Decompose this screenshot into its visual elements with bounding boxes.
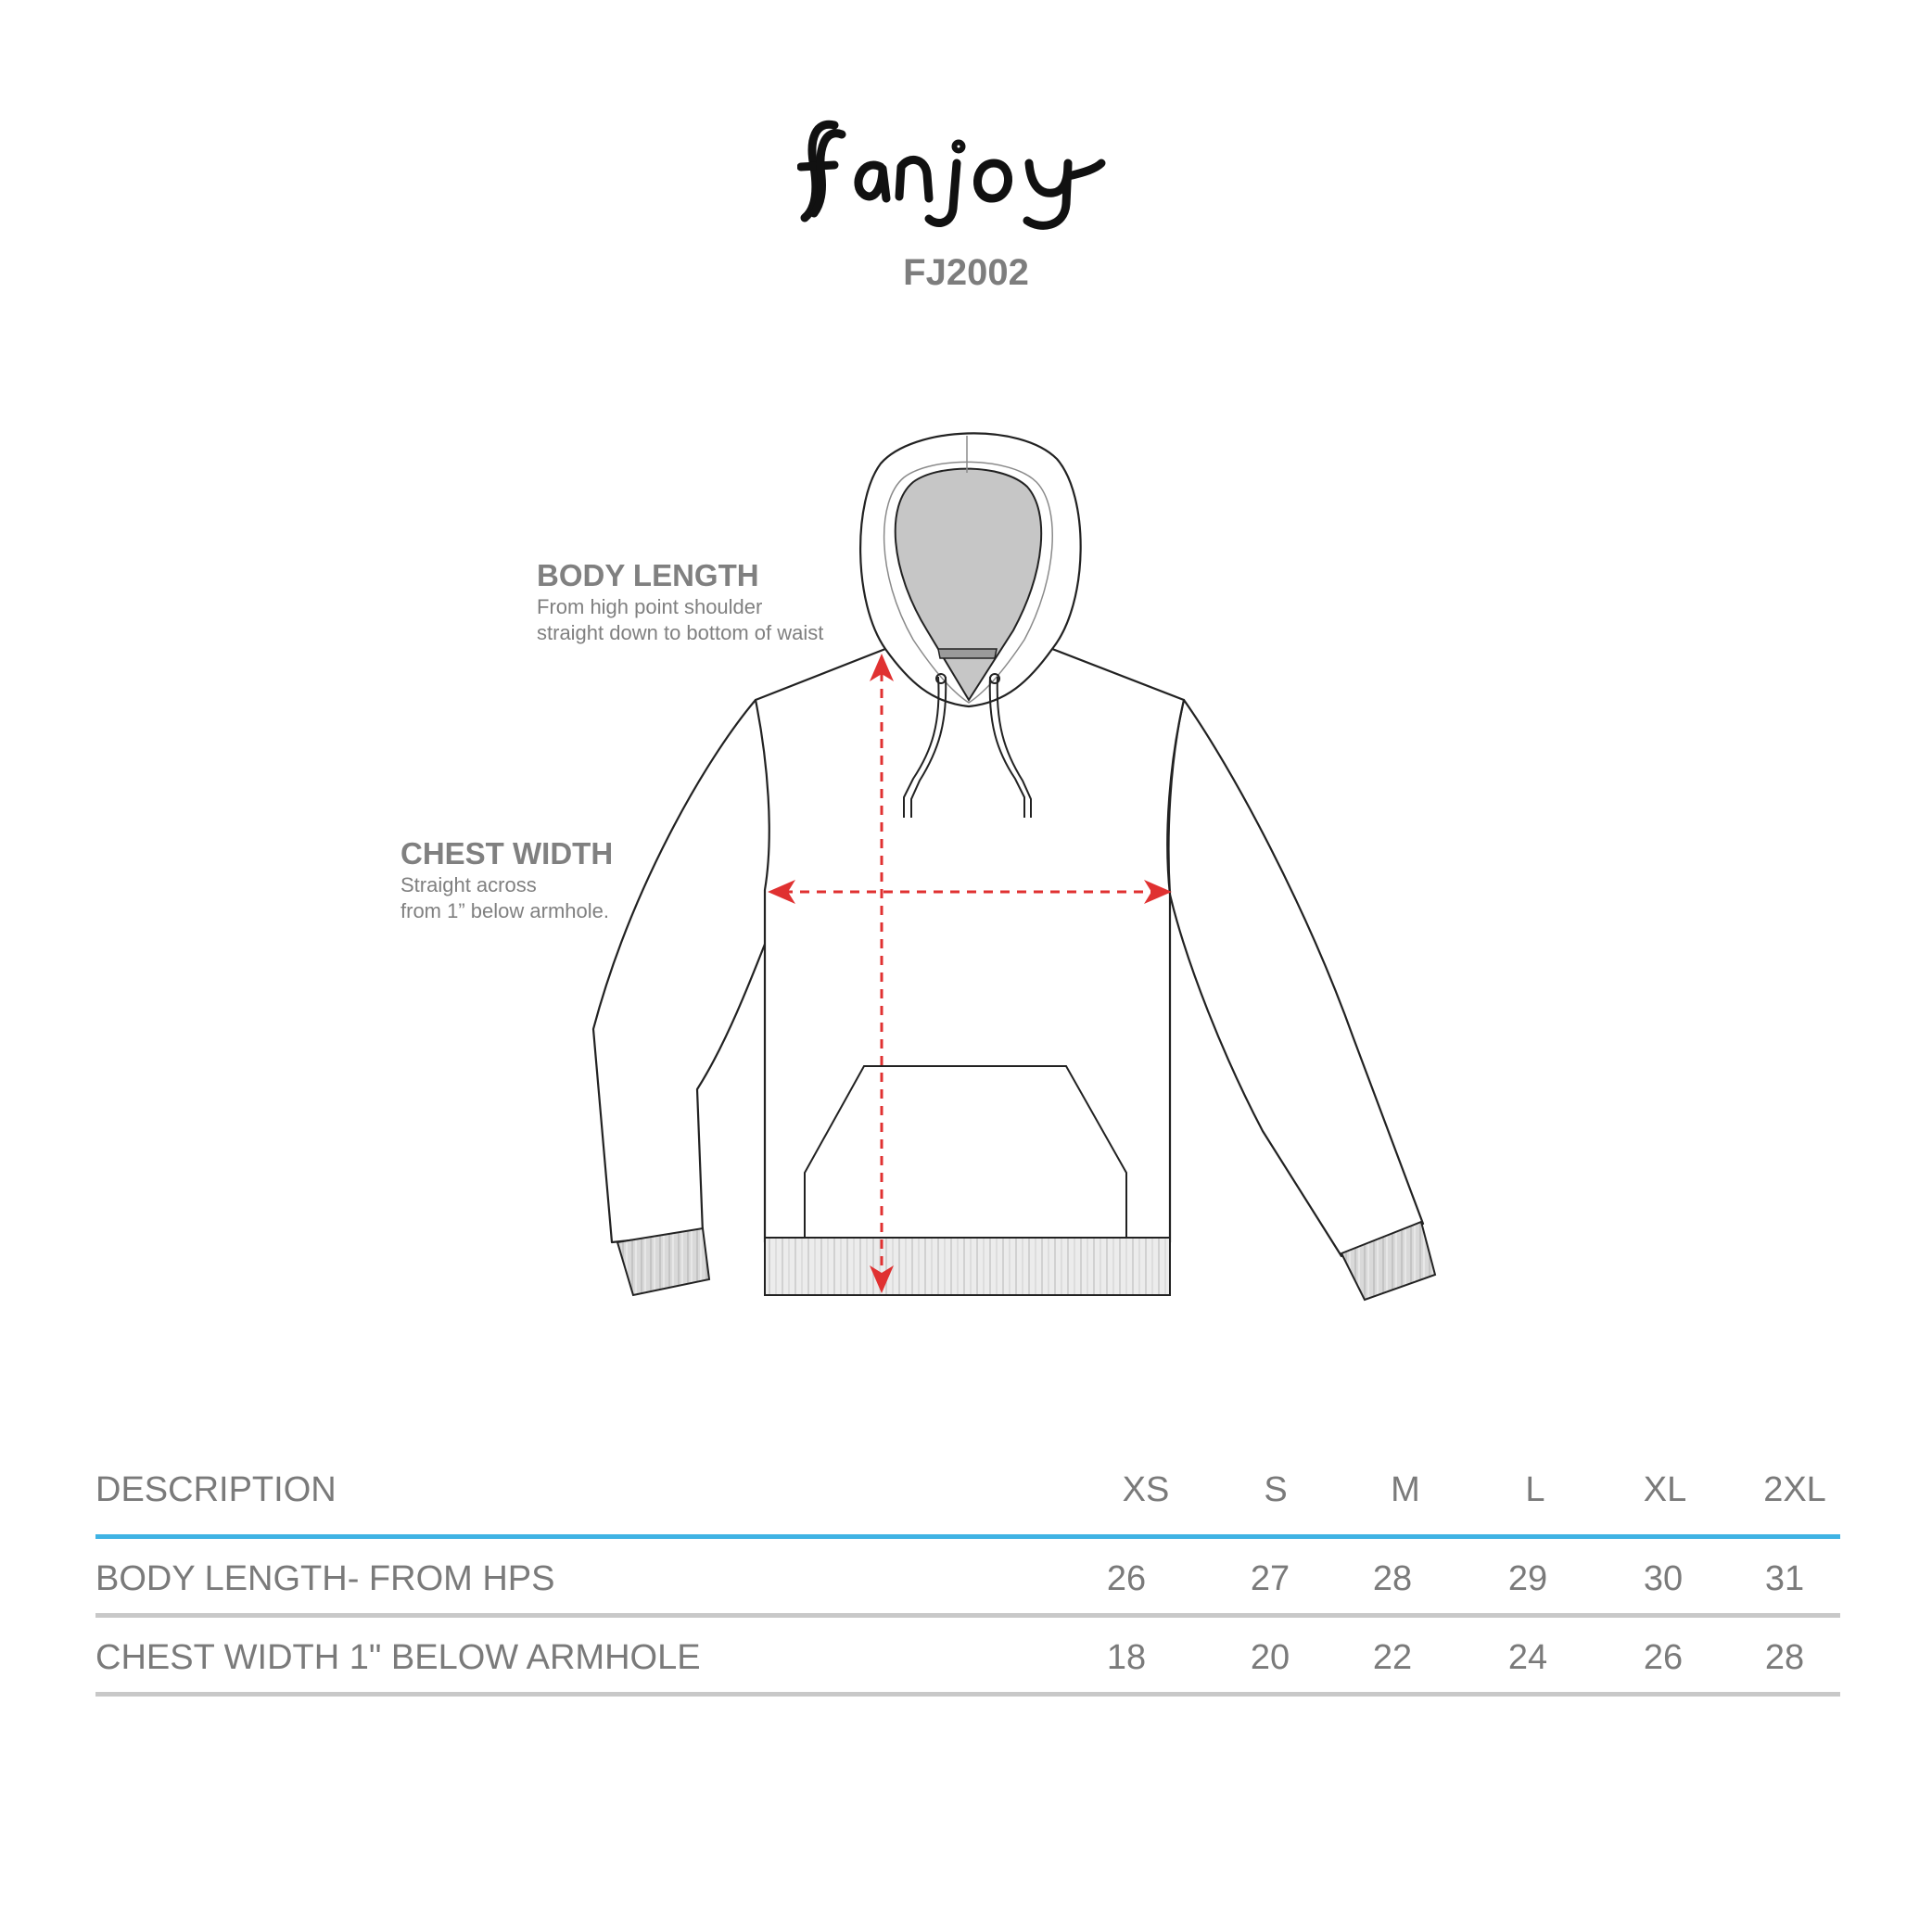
header-size-xs: XS: [1122, 1470, 1170, 1509]
cell-chest-s: 20: [1250, 1638, 1290, 1677]
chest-width-desc-1: Straight across: [400, 873, 537, 896]
cell-chest-l: 24: [1507, 1638, 1548, 1677]
cell-chest-2xl: 28: [1764, 1638, 1805, 1677]
body-length-desc-1: From high point shoulder: [537, 595, 763, 618]
cell-body-l: 29: [1507, 1559, 1548, 1598]
table-row: [95, 1539, 1840, 1618]
header-size-xl: XL: [1643, 1470, 1687, 1509]
left-sleeve: [593, 700, 790, 1242]
cell-body-xl: 30: [1643, 1559, 1684, 1598]
cell-body-xs: 26: [1106, 1559, 1147, 1598]
kangaroo-pocket: [805, 1066, 1126, 1238]
cell-chest-m: 22: [1372, 1638, 1413, 1677]
row-label-chest-width: CHEST WIDTH 1" BELOW ARMHOLE: [95, 1638, 701, 1677]
cell-body-m: 28: [1372, 1559, 1413, 1598]
model-code: FJ2002: [903, 252, 1029, 293]
chest-width-desc-2: from 1” below armhole.: [400, 899, 609, 922]
header-size-2xl: 2XL: [1763, 1470, 1826, 1509]
body-length-desc-2: straight down to bottom of waist: [537, 621, 824, 644]
chest-width-title: CHEST WIDTH: [400, 836, 614, 871]
header-size-s: S: [1264, 1470, 1288, 1509]
cell-body-s: 27: [1250, 1559, 1290, 1598]
right-sleeve: [1169, 700, 1423, 1256]
header-size-m: M: [1391, 1470, 1420, 1509]
cell-chest-xl: 26: [1643, 1638, 1684, 1677]
row-label-body-length: BODY LENGTH- FROM HPS: [95, 1559, 555, 1598]
cell-chest-xs: 18: [1106, 1638, 1147, 1677]
body-length-title: BODY LENGTH: [537, 558, 759, 592]
waistband: [765, 1238, 1170, 1295]
table-header-row: [95, 1465, 1840, 1539]
cell-body-2xl: 31: [1764, 1559, 1805, 1598]
header-description: DESCRIPTION: [95, 1470, 337, 1509]
header-size-l: L: [1525, 1470, 1545, 1509]
table-row: [95, 1618, 1840, 1697]
row-divider: [95, 1692, 1840, 1697]
size-table: [95, 1465, 1840, 1697]
